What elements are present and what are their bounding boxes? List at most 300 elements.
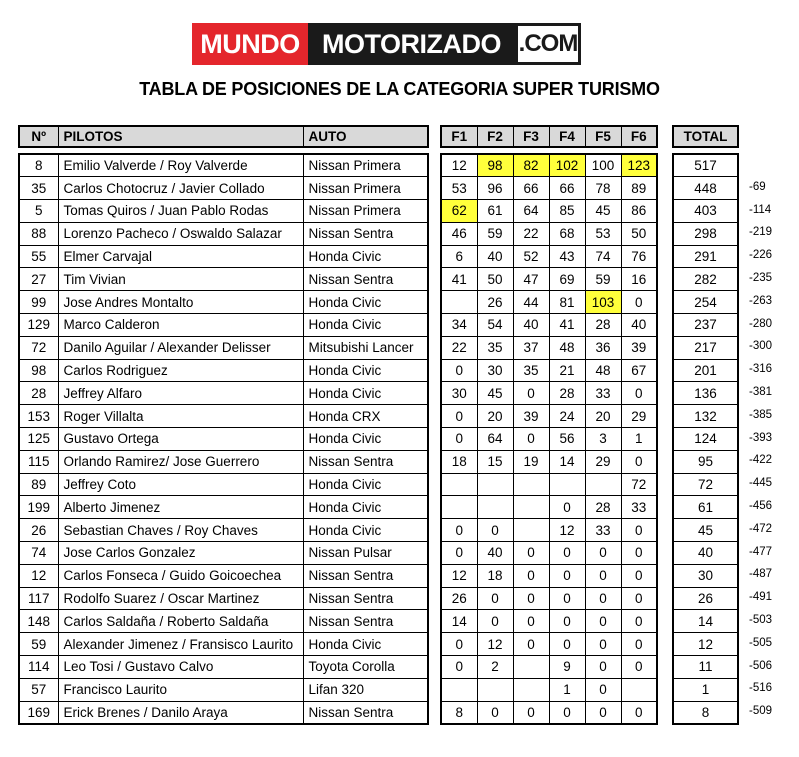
cell-pilots: Roger Villalta — [58, 405, 303, 428]
table-row-total — [673, 473, 738, 496]
cell-race-points: 40 — [477, 542, 513, 565]
points-gap: -235 — [749, 271, 773, 284]
cell-race-points: 0 — [621, 542, 657, 565]
points-gap: -393 — [749, 431, 773, 444]
cell-total: 11 — [673, 656, 738, 679]
table-row — [19, 200, 428, 223]
header-race-f6: F6 — [621, 126, 657, 147]
cell-pilots: Jeffrey Coto — [58, 473, 303, 496]
cell-pilots: Jeffrey Alfaro — [58, 382, 303, 405]
cell-race-points: 8 — [441, 701, 477, 724]
table-row-races — [441, 519, 657, 542]
cell-race-points: 33 — [585, 519, 621, 542]
table-row — [19, 678, 428, 701]
cell-race-points: 0 — [477, 519, 513, 542]
cell-race-points: 0 — [441, 542, 477, 565]
table-row-races — [441, 245, 657, 268]
table-row-total — [673, 245, 738, 268]
cell-race-points: 0 — [549, 633, 585, 656]
cell-race-points: 1 — [549, 678, 585, 701]
cell-race-points: 0 — [621, 587, 657, 610]
table-row — [19, 154, 428, 177]
cell-race-points: 0 — [477, 701, 513, 724]
cell-race-points: 0 — [621, 610, 657, 633]
table-row-races — [441, 701, 657, 724]
cell-pilots: Orlando Ramirez/ Jose Guerrero — [58, 450, 303, 473]
table-row — [19, 633, 428, 656]
header-total: TOTAL — [673, 126, 738, 147]
cell-race-points: 0 — [441, 656, 477, 679]
cell-race-points: 0 — [549, 587, 585, 610]
cell-car: Honda Civic — [303, 519, 428, 542]
cell-race-points: 89 — [621, 177, 657, 200]
cell-number: 148 — [19, 610, 58, 633]
table-row-races — [441, 678, 657, 701]
cell-number: 129 — [19, 314, 58, 337]
cell-race-points: 35 — [513, 359, 549, 382]
table-row-total — [673, 587, 738, 610]
cell-car: Honda Civic — [303, 473, 428, 496]
cell-race-points — [477, 496, 513, 519]
cell-race-points — [441, 291, 477, 314]
points-gap: -219 — [749, 226, 773, 239]
cell-race-points: 46 — [441, 222, 477, 245]
cell-race-points: 53 — [585, 222, 621, 245]
cell-race-points: 44 — [513, 291, 549, 314]
cell-race-points: 0 — [621, 519, 657, 542]
cell-race-points: 33 — [585, 382, 621, 405]
table-row — [19, 291, 428, 314]
cell-race-points: 9 — [549, 656, 585, 679]
cell-total: 132 — [673, 405, 738, 428]
cell-race-points: 0 — [549, 542, 585, 565]
cell-race-points: 53 — [441, 177, 477, 200]
table-row — [19, 405, 428, 428]
cell-race-points: 0 — [585, 701, 621, 724]
table-row-races — [441, 200, 657, 223]
table-row-races — [441, 428, 657, 451]
table-row-total — [673, 359, 738, 382]
cell-car: Honda Civic — [303, 633, 428, 656]
cell-race-points: 0 — [621, 656, 657, 679]
table-row — [19, 450, 428, 473]
cell-race-points: 0 — [585, 656, 621, 679]
table-row-races — [441, 177, 657, 200]
cell-race-points: 24 — [549, 405, 585, 428]
cell-race-points: 19 — [513, 450, 549, 473]
cell-number: 199 — [19, 496, 58, 519]
header-race-f3: F3 — [513, 126, 549, 147]
cell-pilots: Marco Calderon — [58, 314, 303, 337]
cell-race-points: 22 — [441, 336, 477, 359]
cell-pilots: Danilo Aguilar / Alexander Delisser — [58, 336, 303, 359]
cell-race-points: 59 — [585, 268, 621, 291]
cell-race-points: 47 — [513, 268, 549, 291]
points-gap: -506 — [749, 659, 773, 672]
table-row — [19, 656, 428, 679]
cell-race-points: 21 — [549, 359, 585, 382]
cell-car: Honda CRX — [303, 405, 428, 428]
cell-race-points: 40 — [477, 245, 513, 268]
table-row-total — [673, 610, 738, 633]
table-row-races — [441, 359, 657, 382]
cell-race-points: 12 — [549, 519, 585, 542]
points-gap: -226 — [749, 249, 773, 262]
cell-car: Nissan Primera — [303, 200, 428, 223]
cell-car: Nissan Sentra — [303, 610, 428, 633]
cell-race-points — [621, 678, 657, 701]
table-row — [19, 359, 428, 382]
cell-race-points: 0 — [621, 382, 657, 405]
cell-race-points: 0 — [621, 450, 657, 473]
cell-race-points: 0 — [513, 542, 549, 565]
cell-race-points: 0 — [585, 633, 621, 656]
cell-race-points: 0 — [477, 610, 513, 633]
cell-race-points — [441, 678, 477, 701]
points-gap: -381 — [749, 385, 773, 398]
cell-race-points: 66 — [513, 177, 549, 200]
cell-race-points: 0 — [549, 564, 585, 587]
cell-pilots: Erick Brenes / Danilo Araya — [58, 701, 303, 724]
cell-total: 237 — [673, 314, 738, 337]
table-row-races — [441, 473, 657, 496]
table-row-races — [441, 382, 657, 405]
cell-race-points — [477, 678, 513, 701]
cell-race-points: 0 — [441, 519, 477, 542]
cell-number: 89 — [19, 473, 58, 496]
cell-race-points: 52 — [513, 245, 549, 268]
cell-car: Mitsubishi Lancer — [303, 336, 428, 359]
cell-total: 26 — [673, 587, 738, 610]
cell-race-points: 100 — [585, 154, 621, 177]
races-header — [440, 125, 658, 148]
cell-race-points: 43 — [549, 245, 585, 268]
cell-race-points: 0 — [441, 405, 477, 428]
table-row-races — [441, 336, 657, 359]
table-row-total — [673, 701, 738, 724]
cell-race-points: 0 — [549, 496, 585, 519]
cell-race-points: 6 — [441, 245, 477, 268]
points-gap: -491 — [749, 591, 773, 604]
cell-race-points — [513, 519, 549, 542]
points-gap: -487 — [749, 568, 773, 581]
cell-pilots: Alexander Jimenez / Fransisco Laurito — [58, 633, 303, 656]
cell-race-points: 64 — [477, 428, 513, 451]
points-gap: -114 — [749, 203, 772, 216]
cell-number: 27 — [19, 268, 58, 291]
table-row-races — [441, 405, 657, 428]
cell-total: 254 — [673, 291, 738, 314]
cell-pilots: Elmer Carvajal — [58, 245, 303, 268]
header-row — [19, 126, 428, 147]
cell-number: 12 — [19, 564, 58, 587]
header-race-f4: F4 — [549, 126, 585, 147]
table-row — [19, 587, 428, 610]
cell-number: 28 — [19, 382, 58, 405]
points-gap: -516 — [749, 682, 773, 695]
cell-race-points: 28 — [585, 496, 621, 519]
cell-race-points: 0 — [621, 701, 657, 724]
cell-race-points: 0 — [513, 382, 549, 405]
cell-pilots: Emilio Valverde / Roy Valverde — [58, 154, 303, 177]
cell-race-points: 64 — [513, 200, 549, 223]
table-row — [19, 564, 428, 587]
header-race-f2: F2 — [477, 126, 513, 147]
points-gap: -503 — [749, 613, 773, 626]
cell-race-points — [513, 473, 549, 496]
cell-race-points: 12 — [441, 154, 477, 177]
cell-race-points: 66 — [549, 177, 585, 200]
cell-car: Honda Civic — [303, 291, 428, 314]
left-header — [18, 125, 429, 148]
cell-total: 30 — [673, 564, 738, 587]
cell-race-points: 50 — [621, 222, 657, 245]
total-header — [672, 125, 739, 148]
table-row — [19, 336, 428, 359]
cell-total: 8 — [673, 701, 738, 724]
cell-pilots: Leo Tosi / Gustavo Calvo — [58, 656, 303, 679]
cell-race-points: 41 — [441, 268, 477, 291]
table-row-total — [673, 678, 738, 701]
points-gap: -456 — [749, 499, 773, 512]
cell-race-points: 48 — [549, 336, 585, 359]
cell-race-points: 3 — [585, 428, 621, 451]
cell-total: 282 — [673, 268, 738, 291]
cell-race-points: 68 — [549, 222, 585, 245]
cell-race-points: 36 — [585, 336, 621, 359]
cell-race-points: 0 — [513, 610, 549, 633]
cell-race-points: 14 — [441, 610, 477, 633]
cell-car: Nissan Primera — [303, 154, 428, 177]
cell-total: 298 — [673, 222, 738, 245]
cell-race-points: 29 — [621, 405, 657, 428]
cell-race-points: 1 — [621, 428, 657, 451]
table-row-races — [441, 314, 657, 337]
table-row-total — [673, 542, 738, 565]
points-gap: -509 — [749, 705, 773, 718]
cell-number: 169 — [19, 701, 58, 724]
cell-number: 99 — [19, 291, 58, 314]
table-row-total — [673, 564, 738, 587]
cell-race-points: 61 — [477, 200, 513, 223]
cell-race-points: 0 — [585, 678, 621, 701]
table-row — [19, 268, 428, 291]
cell-number: 74 — [19, 542, 58, 565]
cell-race-points: 29 — [585, 450, 621, 473]
cell-car: Nissan Sentra — [303, 587, 428, 610]
cell-race-points: 35 — [477, 336, 513, 359]
cell-total: 12 — [673, 633, 738, 656]
table-row-total — [673, 222, 738, 245]
cell-pilots: Gustavo Ortega — [58, 428, 303, 451]
table-row-races — [441, 633, 657, 656]
table-row-total — [673, 633, 738, 656]
points-gap: -477 — [749, 545, 773, 558]
cell-total: 40 — [673, 542, 738, 565]
cell-race-points: 0 — [513, 633, 549, 656]
cell-car: Honda Civic — [303, 359, 428, 382]
cell-race-points: 72 — [621, 473, 657, 496]
cell-race-points: 0 — [585, 587, 621, 610]
cell-total: 291 — [673, 245, 738, 268]
table-row-total — [673, 177, 738, 200]
table-row — [19, 177, 428, 200]
cell-race-points: 45 — [477, 382, 513, 405]
table-row — [19, 314, 428, 337]
cell-race-points: 45 — [585, 200, 621, 223]
cell-race-points: 0 — [513, 428, 549, 451]
header-row — [441, 126, 657, 147]
header-row — [673, 126, 738, 147]
cell-number: 125 — [19, 428, 58, 451]
logo-com: .COM — [515, 23, 581, 65]
cell-race-points: 40 — [621, 314, 657, 337]
points-gap — [741, 153, 799, 176]
cell-race-points: 34 — [441, 314, 477, 337]
cell-car: Nissan Sentra — [303, 222, 428, 245]
table-row — [19, 610, 428, 633]
table-row-total — [673, 382, 738, 405]
cell-race-points: 62 — [441, 200, 477, 223]
cell-number: 57 — [19, 678, 58, 701]
cell-total: 61 — [673, 496, 738, 519]
cell-race-points: 30 — [441, 382, 477, 405]
cell-pilots: Sebastian Chaves / Roy Chaves — [58, 519, 303, 542]
table-row-races — [441, 496, 657, 519]
cell-number: 26 — [19, 519, 58, 542]
cell-race-points: 103 — [585, 291, 621, 314]
cell-race-points: 50 — [477, 268, 513, 291]
cell-race-points: 22 — [513, 222, 549, 245]
cell-race-points: 16 — [621, 268, 657, 291]
cell-total: 14 — [673, 610, 738, 633]
points-gap: -300 — [749, 340, 773, 353]
cell-race-points: 12 — [441, 564, 477, 587]
table-row — [19, 701, 428, 724]
table-row-races — [441, 450, 657, 473]
cell-race-points: 0 — [549, 701, 585, 724]
cell-car: Honda Civic — [303, 314, 428, 337]
table-row-total — [673, 656, 738, 679]
cell-race-points: 39 — [621, 336, 657, 359]
cell-pilots: Tim Vivian — [58, 268, 303, 291]
cell-race-points: 123 — [621, 154, 657, 177]
table-row-total — [673, 336, 738, 359]
table-row-races — [441, 268, 657, 291]
header-car: AUTO — [303, 126, 428, 147]
cell-race-points: 56 — [549, 428, 585, 451]
cell-race-points: 102 — [549, 154, 585, 177]
header-race-f1: F1 — [441, 126, 477, 147]
cell-total: 201 — [673, 359, 738, 382]
header-number: Nº — [19, 126, 58, 147]
cell-race-points: 0 — [585, 564, 621, 587]
cell-race-points — [441, 473, 477, 496]
cell-race-points: 0 — [513, 587, 549, 610]
cell-race-points: 15 — [477, 450, 513, 473]
points-gap: -445 — [749, 477, 773, 490]
cell-total: 124 — [673, 428, 738, 451]
cell-race-points: 26 — [477, 291, 513, 314]
cell-number: 114 — [19, 656, 58, 679]
cell-total: 45 — [673, 519, 738, 542]
header-pilots: PILOTOS — [58, 126, 303, 147]
cell-race-points: 30 — [477, 359, 513, 382]
cell-race-points: 82 — [513, 154, 549, 177]
cell-pilots: Carlos Saldaña / Roberto Saldaña — [58, 610, 303, 633]
table-row — [19, 382, 428, 405]
cell-total: 217 — [673, 336, 738, 359]
cell-race-points: 54 — [477, 314, 513, 337]
cell-race-points: 28 — [549, 382, 585, 405]
cell-number: 55 — [19, 245, 58, 268]
cell-race-points: 14 — [549, 450, 585, 473]
cell-total: 403 — [673, 200, 738, 223]
cell-total: 72 — [673, 473, 738, 496]
cell-race-points: 0 — [513, 701, 549, 724]
cell-race-points: 28 — [585, 314, 621, 337]
table-row — [19, 542, 428, 565]
table-row-total — [673, 200, 738, 223]
table-row — [19, 428, 428, 451]
cell-number: 5 — [19, 200, 58, 223]
points-gap: -316 — [749, 363, 773, 376]
cell-number: 35 — [19, 177, 58, 200]
table-row — [19, 519, 428, 542]
cell-pilots: Carlos Fonseca / Guido Goicoechea — [58, 564, 303, 587]
cell-pilots: Jose Carlos Gonzalez — [58, 542, 303, 565]
table-row-races — [441, 154, 657, 177]
cell-car: Nissan Sentra — [303, 564, 428, 587]
points-gap: -385 — [749, 408, 773, 421]
cell-race-points: 67 — [621, 359, 657, 382]
points-gap: -280 — [749, 317, 773, 330]
table-row-races — [441, 564, 657, 587]
cell-pilots: Lorenzo Pacheco / Oswaldo Salazar — [58, 222, 303, 245]
cell-pilots: Tomas Quiros / Juan Pablo Rodas — [58, 200, 303, 223]
table-row-races — [441, 291, 657, 314]
cell-race-points: 39 — [513, 405, 549, 428]
cell-race-points: 0 — [621, 564, 657, 587]
page-title: TABLA DE POSICIONES DE LA CATEGORIA SUPER TURISMO — [139, 79, 660, 99]
cell-race-points: 74 — [585, 245, 621, 268]
cell-race-points: 48 — [585, 359, 621, 382]
cell-race-points: 0 — [621, 291, 657, 314]
cell-race-points: 76 — [621, 245, 657, 268]
cell-race-points: 69 — [549, 268, 585, 291]
cell-pilots: Jose Andres Montalto — [58, 291, 303, 314]
cell-pilots: Carlos Rodriguez — [58, 359, 303, 382]
table-row-total — [673, 154, 738, 177]
cell-total: 517 — [673, 154, 738, 177]
cell-car: Honda Civic — [303, 245, 428, 268]
table-row-total — [673, 496, 738, 519]
cell-race-points: 41 — [549, 314, 585, 337]
cell-race-points — [585, 473, 621, 496]
table-row-races — [441, 222, 657, 245]
cell-total: 1 — [673, 678, 738, 701]
cell-pilots: Francisco Laurito — [58, 678, 303, 701]
cell-number: 8 — [19, 154, 58, 177]
cell-race-points — [441, 496, 477, 519]
cell-number: 153 — [19, 405, 58, 428]
table-row-total — [673, 450, 738, 473]
cell-total: 448 — [673, 177, 738, 200]
table-row-total — [673, 291, 738, 314]
cell-pilots: Alberto Jimenez — [58, 496, 303, 519]
cell-race-points: 0 — [477, 587, 513, 610]
cell-race-points: 18 — [477, 564, 513, 587]
